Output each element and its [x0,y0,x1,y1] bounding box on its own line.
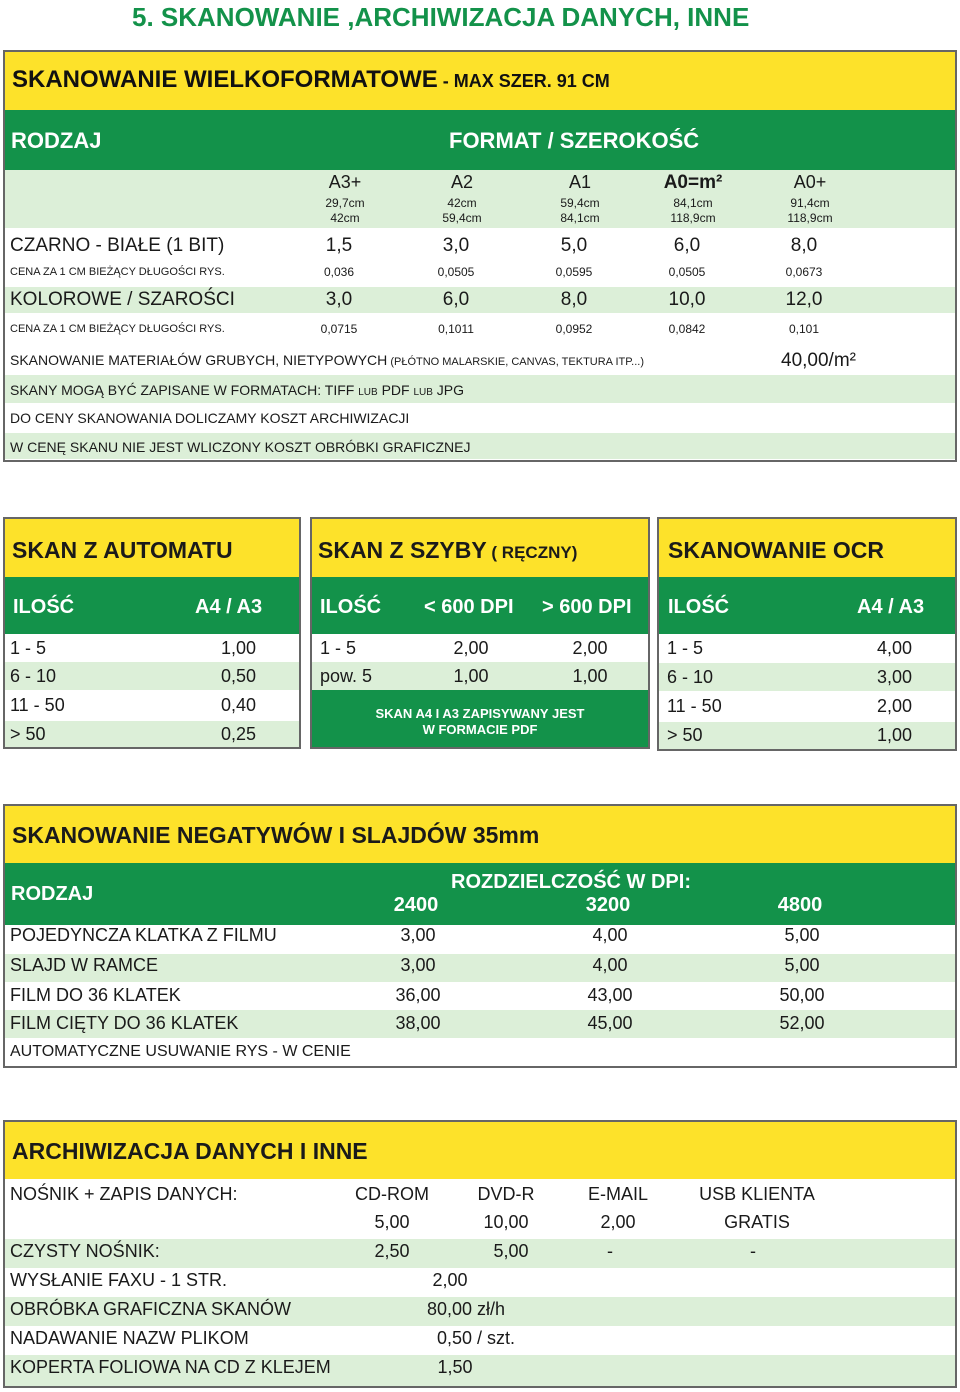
ocr-scan-title: SKANOWANIE OCR [668,537,884,563]
lf-row-label: CENA ZA 1 CM BIEŻĄCY DŁUGOŚCI RYS. [10,323,225,335]
thick-material-row [10,352,644,368]
format-name: A3+ [328,172,362,192]
neg-row-value: 52,00 [779,1013,825,1033]
media-price: 2,00 [600,1212,636,1232]
lf-row-value: 8,0 [560,289,588,310]
note-archive: DO CENY SKANOWANIA DOLICZAMY KOSZT ARCHIWIZACJI [10,410,410,426]
glass-note-line2: W FORMACIE PDF [422,722,538,737]
lf-row-value: 0,1011 [438,322,474,336]
ocr-row-qty: > 50 [667,725,703,745]
archive-other-label: KOPERTA FOLIOWA NA CD Z KLEJEM [10,1357,331,1377]
neg-row-label: SLAJD W RAMCE [10,955,159,975]
negatives-note: AUTOMATYCZNE USUWANIE RYS - W CENIE [10,1043,351,1060]
lf-row-value: 3,0 [325,289,353,310]
ocr-row-qty: 6 - 10 [667,667,714,687]
ocr-col-fmt: A4 / A3 [857,596,925,618]
lf-row-value: 0,0715 [320,322,358,336]
col-format-label: FORMAT / SZEROKOŚĆ [449,128,700,153]
large-format-title: SKANOWANIE WIELKOFORMATOWE [12,66,438,93]
format-width: 42cm [447,196,477,210]
neg-row-value: 4,00 [592,925,628,945]
lf-row-value: 0,0505 [668,265,706,279]
glass-scan-title-suffix: ( RĘCZNY) [486,543,578,562]
glass-row-high: 2,00 [572,638,608,658]
format-width: 29,7cm [325,196,365,210]
lf-row-value: 0,036 [323,265,355,279]
note-formats: SKANY MOGĄ BYĆ ZAPISANE W FORMATACH: TIFF LUB PDF LUB JPG [10,382,465,398]
format-name: A0+ [793,172,827,192]
auto-row-qty: 1 - 5 [10,638,47,658]
format-name: A0=m² [663,172,723,193]
lf-row-value: 0,0952 [555,322,593,336]
archive-other-price: 0,50 / szt. [436,1328,516,1348]
format-height: 59,4cm [442,211,482,225]
lf-row-label: KOLOROWE / SZAROŚCI [10,289,235,310]
auto-row-price: 1,00 [220,638,256,658]
archive-other-label: NADAWANIE NAZW PLIKOM [10,1328,249,1348]
neg-row-value: 5,00 [784,955,820,975]
lf-row-value: 0,0595 [555,265,593,279]
auto-col-qty: ILOŚĆ [13,596,75,618]
thick-material-price: 40,00/m² [781,350,856,371]
glass-col-qty: ILOŚĆ [320,596,382,618]
lf-row-value: 8,0 [790,235,818,256]
glass-row-low: 2,00 [453,638,489,658]
glass-scan-panel [310,517,650,749]
media-name: E-MAIL [587,1184,649,1204]
archive-other-label: WYSŁANIE FAXU - 1 STR. [10,1270,228,1290]
archive-other-price: 2,00 [432,1270,468,1290]
thick-material-note: (PŁÓTNO MALARSKIE, CANVAS, TEKTURA ITP...) [387,356,644,368]
media-price: GRATIS [724,1212,790,1232]
auto-row-qty: 6 - 10 [10,666,57,686]
neg-row-label: POJEDYNCZA KLATKA Z FILMU [10,925,277,945]
ocr-col-qty: ILOŚĆ [668,596,730,618]
dpi-header: 3200 [585,894,631,916]
ocr-row-qty: 11 - 50 [667,696,722,716]
large-format-header [5,52,955,110]
ocr-row-price: 2,00 [876,696,912,716]
format-height: 118,9cm [670,211,716,225]
neg-row-value: 50,00 [779,985,825,1005]
lf-row-value: 1,5 [325,235,353,256]
neg-row-label: FILM DO 36 KLATEK [10,985,181,1005]
format-name: A1 [568,172,592,192]
thick-material-label: SKANOWANIE MATERIAŁÓW GRUBYCH, NIETYPOWYCH [10,352,388,368]
blank-media-price: - [750,1241,756,1261]
page-title: 5. SKANOWANIE ,ARCHIWIZACJA DANYCH, INNE [132,2,750,32]
media-name: DVD-R [477,1184,535,1204]
lf-row-value: 0,0505 [437,265,475,279]
neg-col-type: RODZAJ [11,883,94,905]
dpi-header: 2400 [393,894,439,916]
format-name: A2 [450,172,474,192]
glass-note-box [312,690,648,747]
lf-row-value: 0,101 [788,322,820,336]
negatives-title: SKANOWANIE NEGATYWÓW I SLAJDÓW 35mm [12,822,540,848]
ocr-row-price: 4,00 [876,638,912,658]
neg-row-value: 36,00 [395,985,441,1005]
neg-row-value: 4,00 [592,955,628,975]
neg-col-res: ROZDZIELCZOŚĆ W DPI: [451,871,691,893]
auto-col-fmt: A4 / A3 [195,596,263,618]
blank-media-price: 5,00 [493,1241,529,1261]
blank-media-price: - [607,1241,613,1261]
archive-other-label: OBRÓBKA GRAFICZNA SKANÓW [10,1299,292,1319]
format-height: 42cm [330,211,360,225]
glass-note-line1: SKAN A4 I A3 ZAPISYWANY JEST [375,706,585,721]
auto-row-qty: > 50 [10,724,46,744]
lf-row-value: 5,0 [560,235,588,256]
media-price: 5,00 [374,1212,410,1232]
media-name: USB KLIENTA [699,1184,815,1204]
lf-row-label: CZARNO - BIAŁE (1 BIT) [10,235,225,256]
neg-row-value: 43,00 [587,985,633,1005]
neg-row-value: 3,00 [400,925,436,945]
auto-row-price: 0,50 [220,666,256,686]
format-height: 84,1cm [560,211,600,225]
media-name: CD-ROM [355,1184,429,1204]
lf-row-value: 10,0 [668,289,706,310]
ocr-row-price: 3,00 [876,667,912,687]
glass-col-high: > 600 DPI [542,596,632,618]
format-width: 84,1cm [673,196,713,210]
neg-row-value: 38,00 [395,1013,441,1033]
media-price: 10,00 [483,1212,529,1232]
lf-row-value: 6,0 [673,235,701,256]
glass-col-low: < 600 DPI [424,596,514,618]
format-height: 118,9cm [787,211,833,225]
archive-title: ARCHIWIZACJA DANYCH I INNE [12,1138,368,1164]
lf-row-value: 0,0673 [785,265,823,279]
lf-row-value: 12,0 [785,289,823,310]
format-width: 59,4cm [560,196,600,210]
ocr-row-price: 1,00 [876,725,912,745]
neg-row-value: 5,00 [784,925,820,945]
large-format-columns-header [5,110,955,170]
glass-scan-title: SKAN Z SZYBY [318,537,487,563]
media-label: NOŚNIK + ZAPIS DANYCH: [10,1184,238,1204]
auto-row-qty: 11 - 50 [10,695,65,715]
glass-row-low: 1,00 [453,666,489,686]
large-format-title-suffix: - MAX SZER. 91 CM [437,71,610,91]
format-width: 91,4cm [790,196,830,210]
blank-media-price: 2,50 [374,1241,410,1261]
auto-row-price: 0,25 [220,724,256,744]
neg-row-value: 3,00 [400,955,436,975]
lf-row-value: 3,0 [442,235,470,256]
neg-row-label: FILM CIĘTY DO 36 KLATEK [10,1013,239,1033]
blank-media-label: CZYSTY NOŚNIK: [10,1241,160,1261]
auto-row-price: 0,40 [220,695,256,715]
lf-row-label: CENA ZA 1 CM BIEŻĄCY DŁUGOŚCI RYS. [10,266,225,278]
archive-other-price: 80,00 zł/h [426,1299,506,1319]
col-type-label: RODZAJ [11,128,102,153]
glass-row-high: 1,00 [572,666,608,686]
lf-row-value: 0,0842 [668,322,706,336]
glass-row-qty: pow. 5 [320,666,373,686]
auto-scan-title: SKAN Z AUTOMATU [12,537,233,563]
lf-row-value: 6,0 [442,289,470,310]
dpi-header: 4800 [777,894,823,916]
glass-row-qty: 1 - 5 [320,638,357,658]
archive-other-price: 1,50 [437,1357,473,1377]
neg-row-value: 45,00 [587,1013,633,1033]
ocr-row-qty: 1 - 5 [667,638,704,658]
note-graphics: W CENĘ SKANU NIE JEST WLICZONY KOSZT OBRÓBKI GRAFICZNEJ [10,439,471,455]
